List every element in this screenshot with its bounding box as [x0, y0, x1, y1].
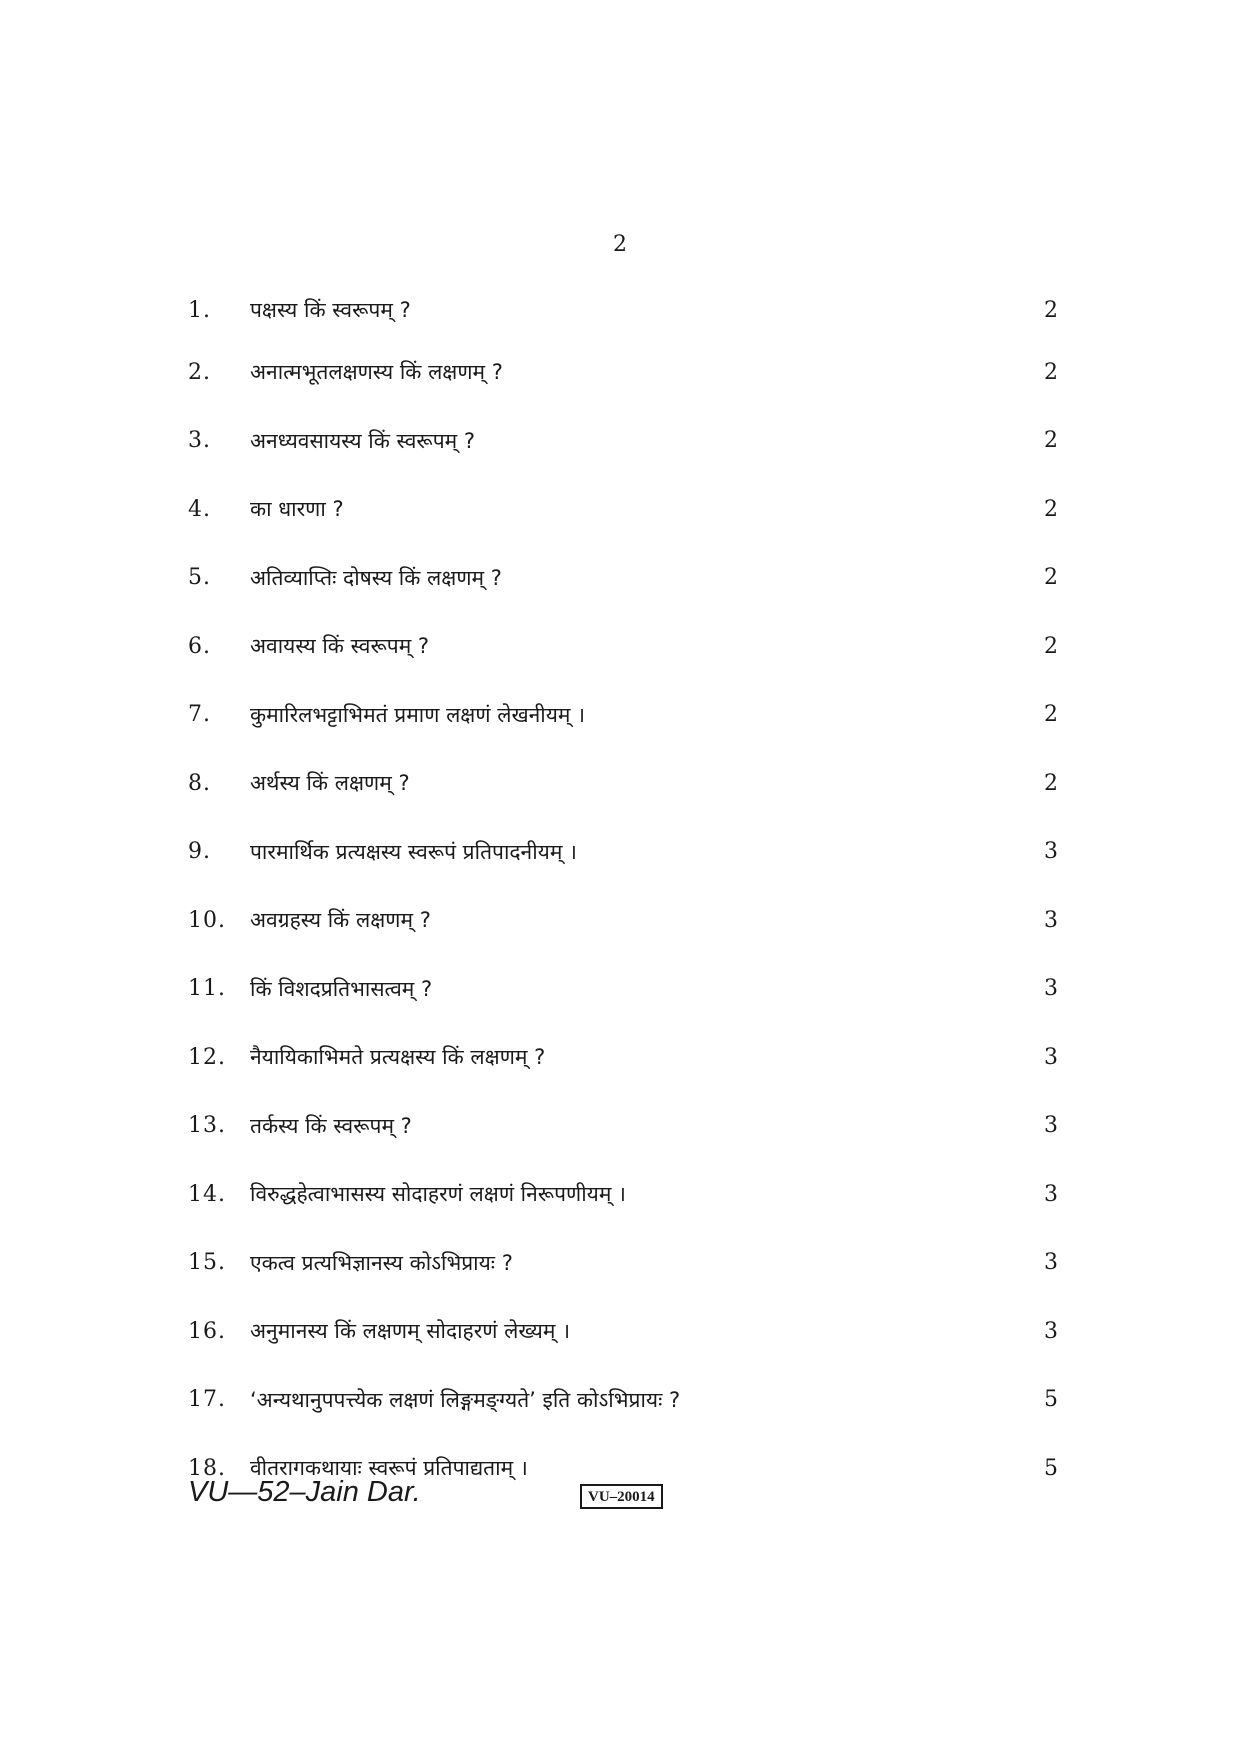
- question-number: 16.: [188, 1318, 226, 1344]
- question-number: 7.: [188, 702, 211, 728]
- question-item: [188, 1229, 1058, 1298]
- question-text: अवायस्य किं स्वरूपम् ?: [250, 634, 430, 659]
- question-text: अर्थस्य किं लक्षणम् ?: [250, 771, 410, 796]
- question-number: 1.: [188, 297, 211, 323]
- page-number: 2: [613, 232, 627, 257]
- question-text: वीतरागकथायाः स्वरूपं प्रतिपाद्यताम् ।: [250, 1456, 528, 1481]
- question-text: पारमार्थिक प्रत्यक्षस्य स्वरूपं प्रतिपादनीयम् ।: [250, 839, 578, 864]
- question-text: का धारणा ?: [250, 497, 344, 522]
- question-text: अनुमानस्य किं लक्षणम् सोदाहरणं लेख्यम् ।: [250, 1319, 571, 1344]
- question-item: [188, 749, 1058, 818]
- question-marks: 5: [1044, 1455, 1058, 1481]
- question-item: [188, 1023, 1058, 1092]
- question-number: 2.: [188, 359, 211, 385]
- question-text: एकत्व प्रत्यभिज्ञानस्य कोऽभिप्रायः ?: [250, 1250, 513, 1275]
- question-marks: 3: [1044, 976, 1058, 1002]
- question-text: नैयायिकाभिमते प्रत्यक्षस्य किं लक्षणम् ?: [250, 1045, 546, 1070]
- question-item: [188, 407, 1058, 476]
- question-marks: 3: [1044, 1113, 1058, 1139]
- question-item: [188, 475, 1058, 544]
- question-marks: 3: [1044, 1318, 1058, 1344]
- question-text: किं विशदप्रतिभासत्वम् ?: [250, 976, 433, 1001]
- question-marks: 2: [1044, 770, 1058, 796]
- question-marks: 3: [1044, 839, 1058, 865]
- question-number: 5.: [188, 565, 211, 591]
- question-number: 17.: [188, 1387, 226, 1413]
- question-number: 9.: [188, 839, 211, 865]
- question-number: 15.: [188, 1250, 226, 1276]
- paper-code-box: VU–20014: [580, 1484, 663, 1509]
- question-marks: 2: [1044, 496, 1058, 522]
- question-list: [188, 282, 1058, 1503]
- question-item: [188, 544, 1058, 613]
- question-marks: 2: [1044, 565, 1058, 591]
- question-text: अनध्यवसायस्य किं स्वरूपम् ?: [250, 428, 476, 453]
- question-number: 13.: [188, 1113, 226, 1139]
- question-number: 14.: [188, 1181, 226, 1207]
- question-item: [188, 681, 1058, 750]
- question-text: अतिव्याप्तिः दोषस्य किं लक्षणम् ?: [250, 565, 502, 590]
- question-marks: 5: [1044, 1387, 1058, 1413]
- question-text: तर्कस्य किं स्वरूपम् ?: [250, 1113, 412, 1138]
- question-number: 3.: [188, 428, 211, 454]
- question-text: अनात्मभूतलक्षणस्य किं लक्षणम् ?: [250, 360, 503, 385]
- question-marks: 3: [1044, 1250, 1058, 1276]
- question-marks: 2: [1044, 297, 1058, 323]
- question-item: [188, 282, 1058, 338]
- question-text: पक्षस्य किं स्वरूपम् ?: [250, 298, 411, 322]
- question-item: [188, 1366, 1058, 1435]
- question-marks: 2: [1044, 633, 1058, 659]
- question-marks: 2: [1044, 702, 1058, 728]
- question-item: [188, 955, 1058, 1024]
- question-item: [188, 886, 1058, 955]
- question-item: [188, 1160, 1058, 1229]
- question-marks: 3: [1044, 907, 1058, 933]
- question-number: 11.: [188, 976, 226, 1002]
- question-number: 8.: [188, 770, 211, 796]
- question-item: [188, 1297, 1058, 1366]
- question-marks: 2: [1044, 359, 1058, 385]
- question-text: विरुद्धहेत्वाभासस्य सोदाहरणं लक्षणं निरूपणीयम् ।: [250, 1182, 627, 1207]
- question-item: [188, 612, 1058, 681]
- question-item: [188, 818, 1058, 887]
- page-footer: [188, 1476, 663, 1509]
- question-text: कुमारिलभट्टाभिमतं प्रमाण लक्षणं लेखनीयम् ।: [250, 702, 586, 727]
- question-marks: 3: [1044, 1181, 1058, 1207]
- question-number: 18.: [188, 1455, 226, 1481]
- question-marks: 3: [1044, 1044, 1058, 1070]
- question-number: 6.: [188, 633, 211, 659]
- question-text: ‘अन्यथानुपपत्त्येक लक्षणं लिङ्गमङ्ग्यते’ इति कोऽभिप्रायः ?: [250, 1387, 681, 1412]
- question-item: [188, 338, 1058, 407]
- question-item: [188, 1092, 1058, 1161]
- question-text: अवग्रहस्य किं लक्षणम् ?: [250, 908, 431, 933]
- question-number: 4.: [188, 496, 211, 522]
- question-number: 10.: [188, 907, 226, 933]
- question-marks: 2: [1044, 428, 1058, 454]
- question-number: 12.: [188, 1044, 226, 1070]
- course-code: VU—52–Jain Dar.: [188, 1476, 421, 1508]
